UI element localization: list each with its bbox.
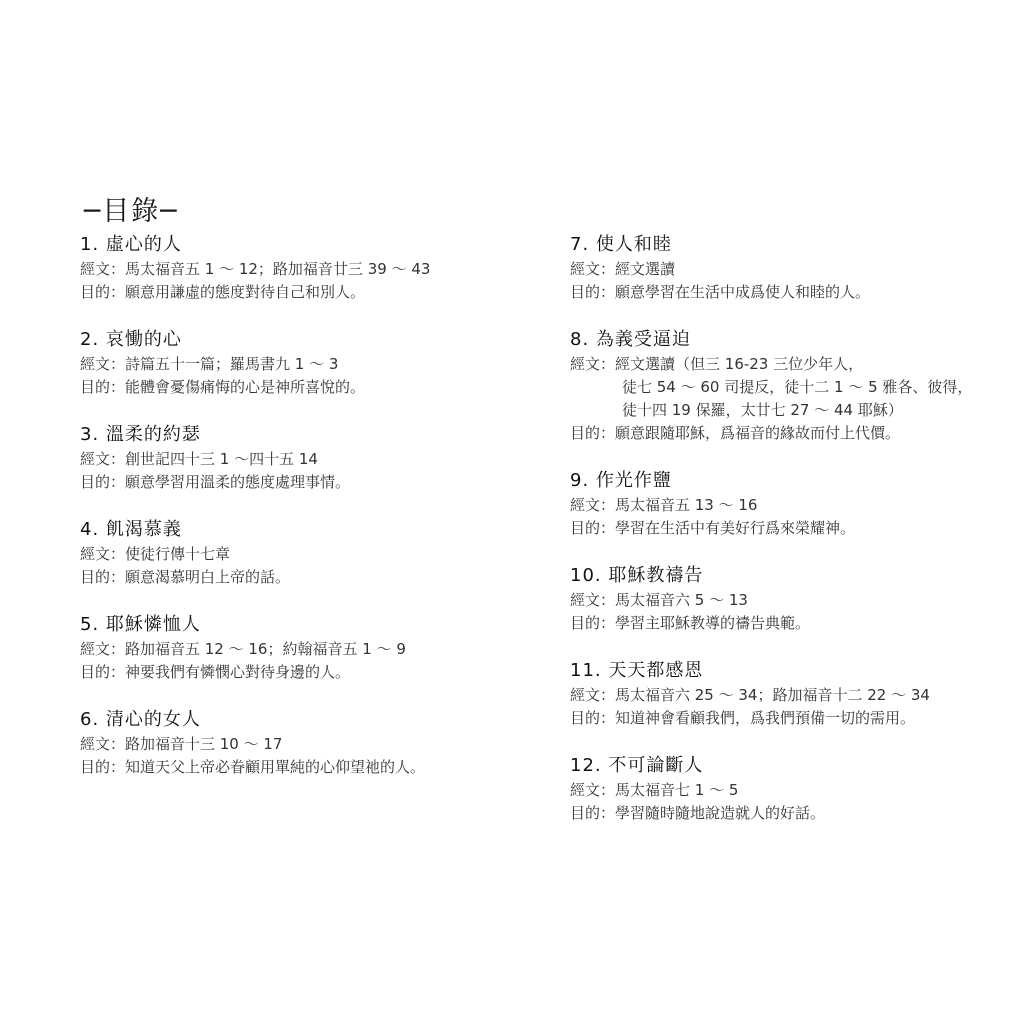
- toc-entry-line: 經文：馬太福音五 1 ～ 12；路加福音廿三 39 ～ 43: [80, 260, 431, 278]
- toc-entry-line: 經文：馬太福音五 13 ～ 16: [570, 496, 758, 514]
- toc-entry: [570, 563, 1010, 635]
- toc-entry-line: 經文：使徒行傳十七章: [80, 545, 231, 563]
- toc-entry: [570, 658, 1010, 730]
- toc-entry-heading: 6. 清心的女人: [80, 709, 201, 730]
- toc-entry: [80, 422, 520, 494]
- toc-entry-line: 經文：創世記四十三 1 ～四十五 14: [80, 450, 318, 468]
- toc-entry: [80, 232, 520, 304]
- toc-entry-line: 目的：願意用謙虛的態度對待自己和別人。: [80, 283, 366, 301]
- toc-entry-line: 經文：路加福音十三 10 ～ 17: [80, 735, 283, 753]
- toc-entry-heading: 8. 為義受逼迫: [570, 329, 691, 350]
- toc-entry-line: 目的：願意學習用溫柔的態度處理事情。: [80, 473, 351, 491]
- toc-entry-line: 經文：馬太福音六 25 ～ 34；路加福音十二 22 ～ 34: [570, 686, 930, 704]
- toc-right-column: [570, 232, 1010, 848]
- toc-entry-line: 目的：學習隨時隨地說造就人的好話。: [570, 804, 826, 822]
- toc-entry-line: 目的：能體會憂傷痛悔的心是神所喜悅的。: [80, 378, 366, 396]
- toc-left-column: [80, 232, 520, 802]
- toc-entry-line: 目的：知道天父上帝必眷顧用單純的心仰望祂的人。: [80, 758, 426, 776]
- toc-entry-heading: 11. 天天都感恩: [570, 660, 704, 681]
- toc-entry-line-continued: 徒七 54 ～ 60 司提反，徒十二 1 ～ 5 雅各、彼得，: [622, 378, 973, 396]
- toc-entry-line: 經文：馬太福音七 1 ～ 5: [570, 781, 739, 799]
- toc-entry: [570, 232, 1010, 304]
- toc-entry-line: 目的：願意學習在生活中成爲使人和睦的人。: [570, 283, 871, 301]
- toc-entry: [80, 707, 520, 779]
- toc-entry: [570, 468, 1010, 540]
- toc-entry-line: 經文：路加福音五 12 ～ 16；約翰福音五 1 ～ 9: [80, 640, 406, 658]
- toc-entry-line: 目的：知道神會看顧我們，爲我們預備一切的需用。: [570, 709, 916, 727]
- toc-entry-line-continued: 徒十四 19 保羅，太廿七 27 ～ 44 耶穌）: [622, 401, 903, 419]
- toc-entry-line: 經文：經文選讀（但三 16-23 三位少年人，: [570, 355, 864, 373]
- toc-entry-line: 目的：學習在生活中有美好行爲來榮耀神。: [570, 519, 856, 537]
- toc-entry-line: 經文：詩篇五十一篇；羅馬書九 1 ～ 3: [80, 355, 339, 373]
- toc-entry: [570, 327, 1010, 445]
- toc-entry-heading: 12. 不可論斷人: [570, 755, 704, 776]
- toc-entry-line: 經文：馬太福音六 5 ～ 13: [570, 591, 748, 609]
- toc-entry-heading: 3. 溫柔的約瑟: [80, 424, 201, 445]
- toc-entry: [80, 327, 520, 399]
- page-title: ─目錄─: [84, 196, 179, 227]
- toc-entry-heading: 7. 使人和睦: [570, 234, 672, 255]
- toc-entry: [80, 612, 520, 684]
- toc-entry-line: 目的：學習主耶穌教導的禱告典範。: [570, 614, 811, 632]
- toc-entry-heading: 5. 耶穌憐恤人: [80, 614, 201, 635]
- toc-entry-heading: 9. 作光作鹽: [570, 470, 672, 491]
- toc-entry-line: 經文：經文選讀: [570, 260, 676, 278]
- toc-entry-line: 目的：神要我們有憐憫心對待身邊的人。: [80, 663, 351, 681]
- toc-entry-heading: 1. 虛心的人: [80, 234, 182, 255]
- toc-entry: [80, 517, 520, 589]
- toc-entry-heading: 4. 飢渴慕義: [80, 519, 182, 540]
- toc-entry-line: 目的：願意跟隨耶穌，爲福音的緣故而付上代價。: [570, 424, 901, 442]
- toc-entry-heading: 2. 哀慟的心: [80, 329, 182, 350]
- toc-entry-heading: 10. 耶穌教禱告: [570, 565, 704, 586]
- toc-entry-line: 目的：願意渴慕明白上帝的話。: [80, 568, 291, 586]
- toc-entry: [570, 753, 1010, 825]
